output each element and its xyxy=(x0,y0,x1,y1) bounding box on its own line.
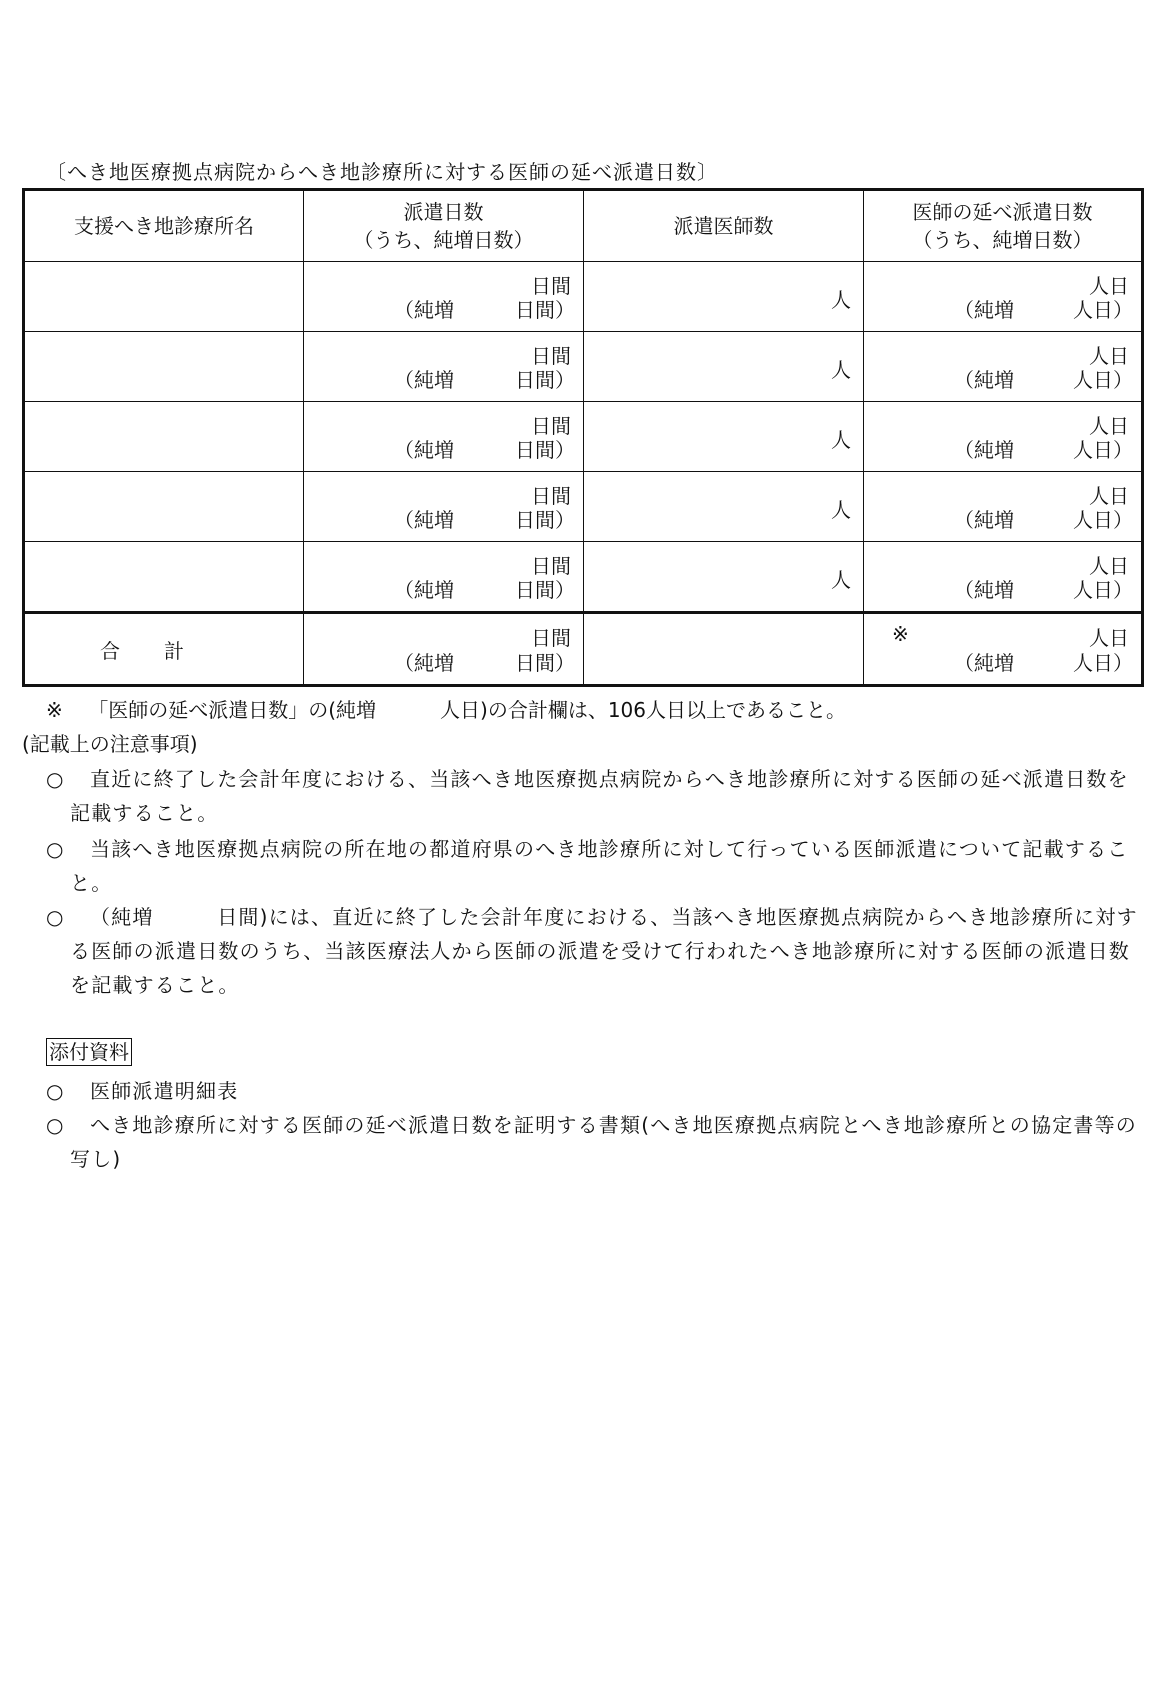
person-days-unit: 人日 xyxy=(1089,274,1129,298)
doctors-unit: 人 xyxy=(831,498,851,522)
total-pd-net-unit: 人日） xyxy=(1073,651,1133,675)
person-days-unit: 人日 xyxy=(1089,484,1129,508)
net-unit: 日間） xyxy=(515,578,575,602)
table-caption: 〔へき地医療拠点病院からへき地診療所に対する医師の延べ派遣日数〕 xyxy=(46,160,718,184)
attachment-item xyxy=(46,1074,1146,1108)
header-dispatch-days-line1: 派遣日数 xyxy=(403,200,484,224)
attachments-heading: 添付資料 xyxy=(46,1038,132,1066)
net-unit: 日間） xyxy=(515,368,575,392)
person-days-unit: 人日 xyxy=(1089,554,1129,578)
table-header-row xyxy=(24,190,1143,262)
net-label: （純増 xyxy=(394,368,454,392)
clinic-name-cell[interactable] xyxy=(24,402,304,472)
table-row xyxy=(24,472,1143,542)
pd-net-unit: 人日） xyxy=(1073,368,1133,392)
header-person-days-line2: （うち、純増日数） xyxy=(912,228,1093,252)
table-row xyxy=(24,402,1143,472)
header-doctor-count: 派遣医師数 xyxy=(584,190,864,262)
note-text: （純増 日間)には、直近に終了した会計年度における、当該へき地医療拠点病院からへき地診療所に対する医師の派遣日数のうち、当該医療法人から医師の派遣を受けて行われたへき地診療所に対する医師の派遣日数を記載すること。 xyxy=(70,905,1138,997)
notes-heading: (記載上の注意事項) xyxy=(22,732,198,756)
footnote-part1: 「医師の延べ派遣日数」の(純増 xyxy=(88,698,377,722)
doctors-unit: 人 xyxy=(831,358,851,382)
total-days-unit: 日間 xyxy=(531,626,571,650)
table-row xyxy=(24,542,1143,613)
pd-net-unit: 人日） xyxy=(1073,298,1133,322)
pd-net-unit: 人日） xyxy=(1073,578,1133,602)
clinic-name-cell[interactable] xyxy=(24,472,304,542)
pd-net-label: （純増 xyxy=(954,508,1014,532)
net-label: （純増 xyxy=(394,298,454,322)
total-person-days-unit: 人日 xyxy=(1089,626,1129,650)
circle-bullet-icon: ○ xyxy=(46,767,64,791)
doctors-unit: 人 xyxy=(831,288,851,312)
total-label: 合計 xyxy=(24,613,304,686)
dispatch-days-cell[interactable] xyxy=(304,402,584,472)
header-dispatch-days-line2: （うち、純増日数） xyxy=(353,228,534,252)
header-person-days xyxy=(864,190,1143,262)
days-unit: 日間 xyxy=(531,344,571,368)
net-unit: 日間） xyxy=(515,438,575,462)
days-unit: 日間 xyxy=(531,274,571,298)
circle-bullet-icon: ○ xyxy=(46,1113,64,1137)
doctor-count-cell[interactable] xyxy=(584,402,864,472)
circle-bullet-icon: ○ xyxy=(46,837,64,861)
doctor-count-cell[interactable] xyxy=(584,472,864,542)
clinic-name-cell[interactable] xyxy=(24,332,304,402)
person-days-cell[interactable] xyxy=(864,262,1143,332)
days-unit: 日間 xyxy=(531,554,571,578)
doctors-unit: 人 xyxy=(831,428,851,452)
circle-bullet-icon: ○ xyxy=(46,905,64,929)
person-days-cell[interactable] xyxy=(864,472,1143,542)
doctor-count-cell[interactable] xyxy=(584,332,864,402)
net-label: （純増 xyxy=(394,438,454,462)
total-net-unit: 日間） xyxy=(515,651,575,675)
doctor-count-cell[interactable] xyxy=(584,262,864,332)
note-text: 当該へき地医療拠点病院の所在地の都道府県のへき地診療所に対して行っている医師派遣について記載すること。 xyxy=(70,837,1129,895)
header-person-days-line1: 医師の延べ派遣日数 xyxy=(912,200,1093,224)
dispatch-days-cell[interactable] xyxy=(304,542,584,613)
pd-net-unit: 人日） xyxy=(1073,438,1133,462)
person-days-cell[interactable] xyxy=(864,542,1143,613)
doctors-unit: 人 xyxy=(831,568,851,592)
total-person-days-cell[interactable] xyxy=(864,613,1143,686)
total-asterisk-mark: ※ xyxy=(892,622,909,646)
pd-net-label: （純増 xyxy=(954,368,1014,392)
table-row xyxy=(24,262,1143,332)
person-days-cell[interactable] xyxy=(864,402,1143,472)
total-net-label: （純増 xyxy=(394,651,454,675)
note-item xyxy=(46,900,1146,1002)
total-pd-net-label: （純増 xyxy=(954,651,1014,675)
pd-net-label: （純増 xyxy=(954,438,1014,462)
pd-net-unit: 人日） xyxy=(1073,508,1133,532)
attachment-item xyxy=(46,1108,1146,1176)
footnote-part2: 人日)の合計欄は、106人日以上であること。 xyxy=(440,698,846,722)
doctor-count-cell[interactable] xyxy=(584,542,864,613)
net-label: （純増 xyxy=(394,508,454,532)
person-days-unit: 人日 xyxy=(1089,414,1129,438)
header-dispatch-days xyxy=(304,190,584,262)
note-text: 直近に終了した会計年度における、当該へき地医療拠点病院からへき地診療所に対する医師の延べ派遣日数を記載すること。 xyxy=(70,767,1129,825)
days-unit: 日間 xyxy=(531,414,571,438)
footnote xyxy=(46,694,846,723)
person-days-cell[interactable] xyxy=(864,332,1143,402)
attachment-text: へき地診療所に対する医師の延べ派遣日数を証明する書類(へき地医療拠点病院とへき地診療所との協定書等の写し) xyxy=(70,1113,1138,1171)
dispatch-table xyxy=(22,188,1144,687)
dispatch-days-cell[interactable] xyxy=(304,332,584,402)
note-item xyxy=(46,762,1146,830)
clinic-name-cell[interactable] xyxy=(24,542,304,613)
footnote-mark: ※ xyxy=(46,698,63,722)
pd-net-label: （純増 xyxy=(954,578,1014,602)
dispatch-days-cell[interactable] xyxy=(304,472,584,542)
net-unit: 日間） xyxy=(515,508,575,532)
header-clinic-name: 支援へき地診療所名 xyxy=(24,190,304,262)
table-total-row xyxy=(24,613,1143,686)
dispatch-days-cell[interactable] xyxy=(304,262,584,332)
note-item xyxy=(46,832,1146,900)
table-row xyxy=(24,332,1143,402)
days-unit: 日間 xyxy=(531,484,571,508)
person-days-unit: 人日 xyxy=(1089,344,1129,368)
clinic-name-cell[interactable] xyxy=(24,262,304,332)
pd-net-label: （純増 xyxy=(954,298,1014,322)
total-dispatch-days-cell[interactable] xyxy=(304,613,584,686)
total-doctor-count-cell[interactable] xyxy=(584,613,864,686)
attachment-text: 医師派遣明細表 xyxy=(90,1079,239,1103)
net-label: （純増 xyxy=(394,578,454,602)
circle-bullet-icon: ○ xyxy=(46,1079,64,1103)
net-unit: 日間） xyxy=(515,298,575,322)
